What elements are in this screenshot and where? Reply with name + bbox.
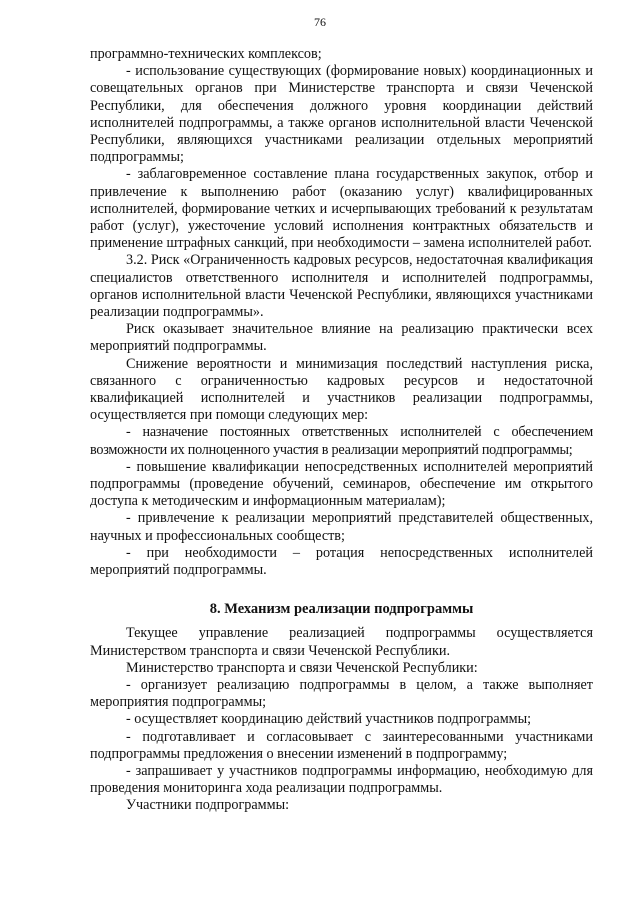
paragraph-requests: - запрашивает у участников подпрограммы информацию, необходимую для проведения мониторинга хода реализации подпрограммы.	[90, 762, 593, 797]
paragraph-ministry-intro: Министерство транспорта и связи Чеченской Республики:	[126, 659, 478, 676]
paragraph-measure-qualification: - повышение квалификации непосредственных исполнителей мероприятий подпрограммы (проведение обучений, семинаров, обеспечение им открытого доступа к методическим и информационным материалам);	[90, 458, 593, 510]
paragraph-coordinates: - осуществляет координацию действий участников подпрограммы;	[126, 711, 532, 728]
document-body	[90, 46, 593, 815]
paragraph-coordination-bodies: - использование существующих (формирование новых) координационных и совещательных органов при Министерстве транспорта и связи Чеченской Республики, для обеспечения должного уровня координации действий исполнителей подпрограммы, а также органов исполнительной власти Чеченской Республики, являющихся участниками реализации отдельных мероприятий подпрограммы;	[90, 63, 593, 166]
paragraph-participants: Участники подпрограммы:	[126, 797, 290, 814]
paragraph-risk-mitigation: Снижение вероятности и минимизация последствий наступления риска, связанного с ограниченностью кадровых ресурсов и недостаточной квалификацией исполнителей и участников реализации подпрограммы, осуществляется при помощи следующих мер:	[90, 355, 593, 424]
paragraph-measure-rotation: - при необходимости – ротация непосредственных исполнителей мероприятий подпрограммы.	[90, 544, 593, 579]
paragraph-risk-3-2: 3.2. Риск «Ограниченность кадровых ресурсов, недостаточная квалификация специалистов ответственного исполнителя и исполнителей подпрограммы, органов исполнительной власти Чеченской Республики, являющихся участниками реализации подпрограммы».	[90, 252, 593, 321]
paragraph-continuation: программно-технических комплексов;	[90, 46, 322, 62]
paragraph-measure-appointment: - назначение постоянных ответственных исполнителей с обеспечением возможности их полноценного участия в реализации мероприятий подпрограммы;	[90, 424, 593, 458]
paragraph-measure-involvement: - привлечение к реализации мероприятий представителей общественных, научных и профессиональных сообществ;	[90, 510, 593, 544]
paragraph-organizes: - организует реализацию подпрограммы в целом, а также выполняет мероприятия подпрограммы;	[90, 676, 593, 711]
paragraph-current-management: Текущее управление реализацией подпрограммы осуществляется Министерством транспорта и связи Чеченской Республики.	[90, 625, 593, 659]
paragraph-risk-impact: Риск оказывает значительное влияние на реализацию практически всех мероприятий подпрограммы.	[90, 321, 593, 355]
paragraph-prepares: - подготавливает и согласовывает с заинтересованными участниками подпрограммы предложения о внесении изменений в подпрограмму;	[90, 728, 593, 762]
section-title: 8. Механизм реализации подпрограммы	[209, 601, 474, 618]
page-number: 76	[314, 15, 326, 29]
paragraph-procurement-plan: - заблаговременное составление плана государственных закупок, отбор и привлечение к выполнению работ (оказанию услуг) квалифицированных исполнителей, формирование четких и исчерпывающих требований к результатам работ (услуг), ужесточение условий исполнения контрактных обязательств и применение штрафных санкций, при необходимости – замена исполнителей работ.	[90, 166, 593, 252]
